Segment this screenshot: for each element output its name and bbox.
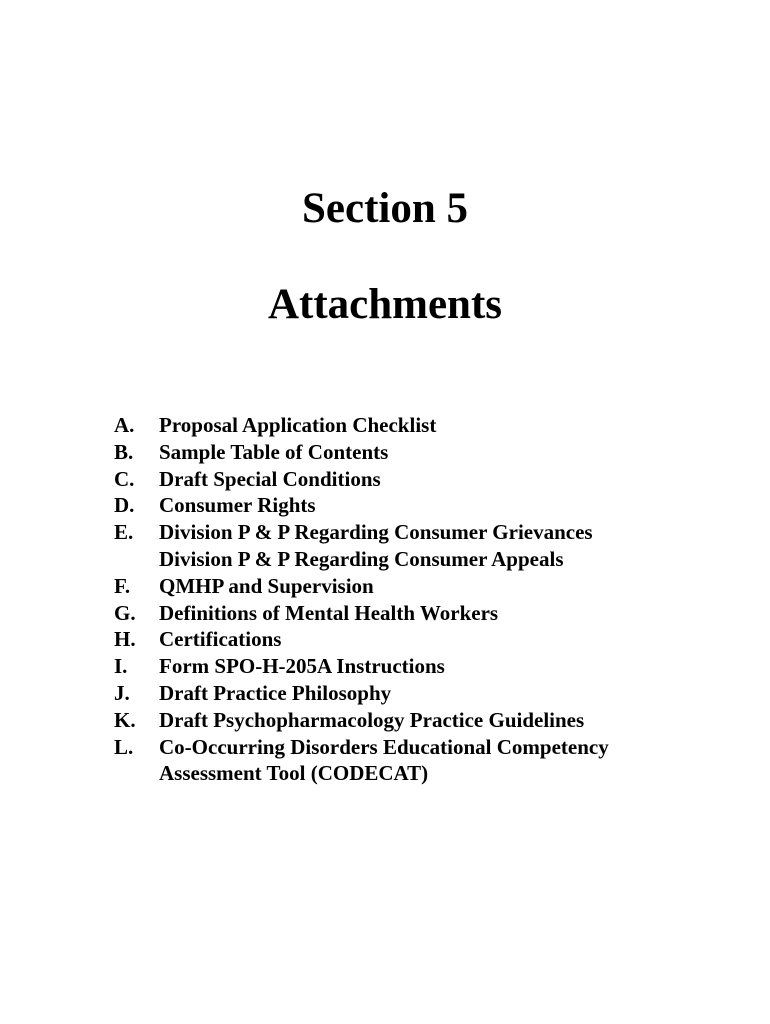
item-text: Division P & P Regarding Consumer Appeals [159, 546, 564, 571]
list-item [114, 653, 734, 680]
section-heading: Section 5 [301, 185, 469, 232]
item-text: Definitions of Mental Health Workers [159, 600, 499, 625]
item-text: Sample Table of Contents [159, 439, 389, 464]
item-text: Form SPO-H-205A Instructions [159, 654, 445, 679]
list-item [114, 439, 734, 466]
list-item [114, 573, 734, 600]
item-text: Draft Practice Philosophy [159, 680, 392, 705]
item-letter: H. [114, 627, 136, 652]
item-letter [114, 760, 159, 787]
item-letter: J. [114, 680, 130, 705]
list-item [114, 680, 734, 707]
list-item [114, 546, 734, 573]
item-letter: E. [114, 520, 134, 545]
item-text: Consumer Rights [159, 493, 316, 518]
item-text: Draft Special Conditions [159, 466, 381, 491]
item-letter: A. [114, 413, 135, 437]
item-letter: G. [114, 600, 136, 625]
item-text: Assessment Tool (CODECAT) [159, 761, 429, 786]
list-item [114, 626, 734, 653]
list-item [114, 600, 734, 627]
item-text: QMHP and Supervision [159, 573, 374, 598]
item-letter: L. [114, 734, 134, 759]
item-letter: C. [114, 466, 135, 491]
page-title: Attachments [267, 281, 503, 328]
item-letter: I. [114, 654, 128, 679]
attachments-list [114, 412, 734, 787]
item-text: Proposal Application Checklist [159, 413, 437, 437]
item-letter: F. [114, 573, 131, 598]
item-letter: D. [114, 493, 135, 518]
item-letter [114, 546, 159, 573]
list-item [114, 519, 734, 546]
list-item [114, 412, 734, 439]
item-text: Draft Psychopharmacology Practice Guidelines [159, 707, 585, 732]
item-text: Division P & P Regarding Consumer Grievances [159, 520, 593, 545]
item-text: Co-Occurring Disorders Educational Competency [159, 734, 609, 759]
list-item [114, 707, 734, 734]
item-letter: B. [114, 439, 134, 464]
list-item [114, 492, 734, 519]
list-item [114, 734, 734, 761]
list-item [114, 760, 734, 787]
item-letter: K. [114, 707, 136, 732]
item-text: Certifications [159, 627, 282, 652]
list-item [114, 466, 734, 493]
